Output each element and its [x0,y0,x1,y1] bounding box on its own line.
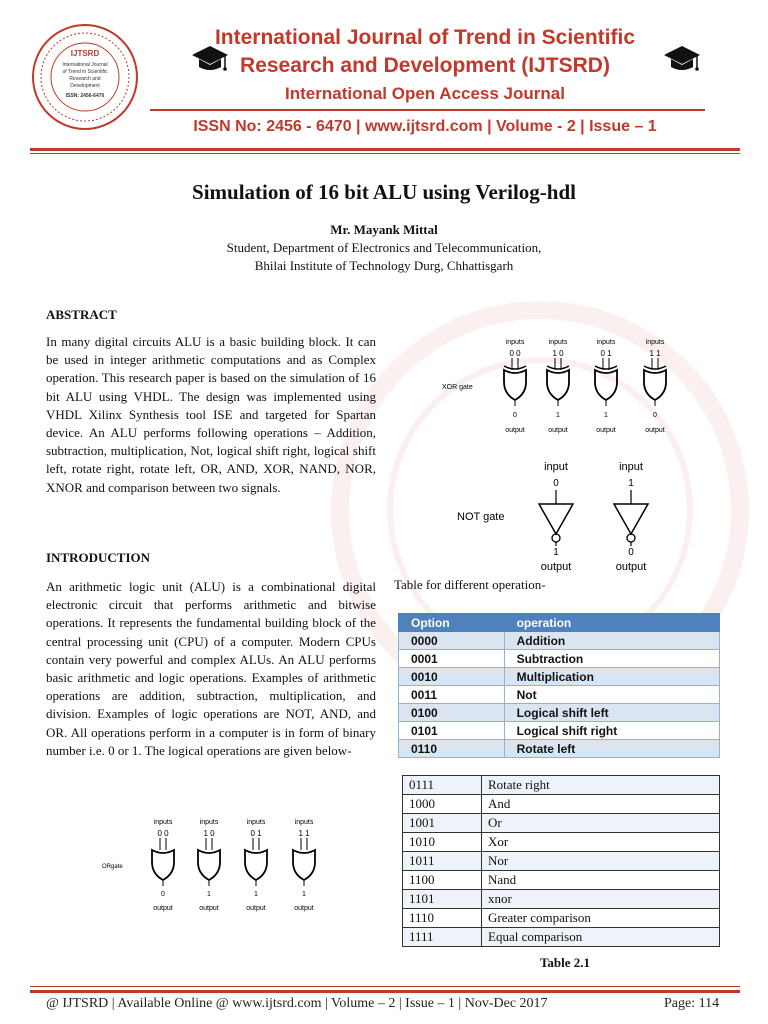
seal-line-5: Development [70,83,100,89]
option-code: 0111 [403,776,482,795]
xor-output-value: 1 [604,412,608,419]
page-number: Page: 114 [664,996,720,1011]
or-output-value: 1 [207,891,211,898]
option-code: 0010 [399,668,505,686]
option-code: 0001 [399,650,505,668]
journal-title-line2: Research and Development (IJTSRD) [240,54,610,77]
or-inputs-label: inputs [246,819,266,826]
or-output-label: output [153,905,173,912]
table-row [403,795,720,814]
xor-output-label: output [645,427,665,434]
xor-output-value: 0 [513,412,517,419]
xor-output-label: output [548,427,568,434]
seal-line-6: ISSN: 2456-6470 [65,93,105,99]
xor-input-values: 0 1 [600,349,612,358]
header-divider [150,109,705,111]
xor-inputs-label: inputs [596,339,616,346]
option-code: 1001 [403,814,482,833]
not-input-label: input [619,461,643,473]
table-row [403,890,720,909]
option-code: 1011 [403,852,482,871]
operation-name: And [482,795,720,814]
operation-name: Xor [482,833,720,852]
xor-inputs-label: inputs [505,339,525,346]
seal-line-1: IJTSRD [70,49,100,58]
not-input-label: input [544,461,568,473]
xor-input-values: 1 1 [649,349,661,358]
or-input-values: 0 1 [250,829,262,838]
table-row [403,871,720,890]
table-row [403,776,720,795]
footer-rule [30,990,740,993]
abstract-text: In many digital circuits ALU is a basic building block. It can be used in integer arithmetic computations and as Complex operation. This research paper is based on the simulation of 16 bit ALU using VHDL. The design was implemented using VHDL Xilinx Synthesis tool ISE and targeted for Spartan device. An ALU performs following operations – Addition, subtraction, multiplication, Not, logical shift right, logical shift left, rotate right, rotate left, OR, AND, XOR, NAND, NOR, XNOR and comparison between two signals. [46,334,376,495]
xor-inputs-label: inputs [645,339,665,346]
or-inputs-label: inputs [153,819,173,826]
operation-name: Equal comparison [482,928,720,947]
xor-output-value: 0 [653,412,657,419]
option-code: 1110 [403,909,482,928]
table-row [403,928,720,947]
introduction-text: An arithmetic logic unit (ALU) is a combinational digital electronic circuit that performs arithmetic and bitwise operations. It represents the fundamental building block of the central processing unit (CPU) of a computer. Modern CPUs contain very powerful and complex ALUs. An ALU performs basic arithmetic and logic operations. Examples of arithmetic operations are addition, subtraction, multiplication, and division. Examples of logic operations are NOT, AND, and OR. All operations perform in a computer is in form of binary number i.e. 0 or 1. The logical operations are given below- [46,579,376,758]
option-code: 1101 [403,890,482,909]
not-gate-figure [455,458,685,574]
not-gate-label: NOT gate [457,511,505,523]
xor-output-label: output [596,427,616,434]
operation-name: Nand [482,871,720,890]
journal-seal-logo [30,22,140,132]
seal-line-2: International Journal [62,62,108,68]
seal-line-4: Research and [69,76,101,82]
xor-output-label: output [505,427,525,434]
xor-inputs-label: inputs [548,339,568,346]
option-code: 1010 [403,833,482,852]
paper-title: Simulation of 16 bit ALU using Verilog-hdl [192,180,576,204]
table-row [399,650,720,668]
operation-name: Nor [482,852,720,871]
table-row [399,704,720,722]
option-code: 0011 [399,686,505,704]
or-inputs-label: inputs [199,819,219,826]
journal-title [150,24,700,80]
xor-output-value: 1 [556,412,560,419]
column-header-operation: operation [504,614,719,632]
table-row [399,668,720,686]
option-code: 0100 [399,704,505,722]
or-output-value: 1 [302,891,306,898]
table-row [399,740,720,758]
introduction-heading: INTRODUCTION [46,550,151,565]
table-header-row [399,614,720,632]
or-output-value: 0 [161,891,165,898]
operations-table-1 [398,613,720,758]
operation-name: Addition [504,632,719,650]
table-row [399,686,720,704]
table-row [403,833,720,852]
not-output-label: output [540,561,572,573]
operation-name: Or [482,814,720,833]
or-gate-figure [100,816,340,916]
affiliation-line1: Student, Department of Electronics and Telecommunication, [226,240,542,255]
not-input-value: 0 [553,478,559,489]
author-name: Mr. Mayank Mittal [330,222,438,237]
operation-name: Rotate right [482,776,720,795]
operation-name: Logical shift right [504,722,719,740]
not-output-label: output [615,561,647,573]
or-input-values: 1 1 [298,829,310,838]
option-code: 0000 [399,632,505,650]
table-caption: Table 2.1 [539,955,591,970]
not-output-value: 0 [628,547,634,558]
option-code: 1000 [403,795,482,814]
option-code: 1111 [403,928,482,947]
table-row [399,722,720,740]
xor-input-values: 0 0 [509,349,521,358]
option-code: 0101 [399,722,505,740]
not-input-value: 1 [628,478,634,489]
operation-name: Greater comparison [482,909,720,928]
or-inputs-label: inputs [294,819,314,826]
or-input-values: 0 0 [157,829,169,838]
affiliation-line2: Bhilai Institute of Technology Durg, Chhattisgarh [254,258,514,273]
operation-name: Logical shift left [504,704,719,722]
table-row [403,909,720,928]
or-output-label: output [294,905,314,912]
operation-name: xnor [482,890,720,909]
abstract-heading: ABSTRACT [46,307,117,322]
journal-title-line1: International Journal of Trend in Scientific [214,26,636,49]
issn-line: ISSN No: 2456 - 6470 | www.ijtsrd.com | Volume - 2 | Issue – 1 [193,118,657,135]
table-intro-text: Table for different operation- [394,577,546,592]
seal-line-3: of Trend in Scientific [62,69,108,75]
option-code: 1100 [403,871,482,890]
xor-gate-figure [440,334,710,438]
or-gate-label: ORgate [102,864,123,870]
or-output-label: output [199,905,219,912]
operation-name: Multiplication [504,668,719,686]
footer-rule-thin [30,986,740,987]
operation-name: Rotate left [504,740,719,758]
table-row [403,814,720,833]
table-row [403,852,720,871]
option-code: 0110 [399,740,505,758]
footer-text: @ IJTSRD | Available Online @ www.ijtsrd.com | Volume – 2 | Issue – 1 | Nov-Dec 2017 [46,996,548,1011]
operation-name: Not [504,686,719,704]
journal-subtitle: International Open Access Journal [285,84,565,103]
operations-table-2 [402,775,720,947]
operation-name: Subtraction [504,650,719,668]
header-rule [30,148,740,151]
column-header-option: Option [399,614,505,632]
not-output-value: 1 [553,547,559,558]
or-output-label: output [246,905,266,912]
table-row [399,632,720,650]
xor-gate-label: XOR gate [442,384,473,391]
header-rule-thin [30,153,740,154]
xor-input-values: 1 0 [552,349,564,358]
or-output-value: 1 [254,891,258,898]
or-input-values: 1 0 [203,829,215,838]
